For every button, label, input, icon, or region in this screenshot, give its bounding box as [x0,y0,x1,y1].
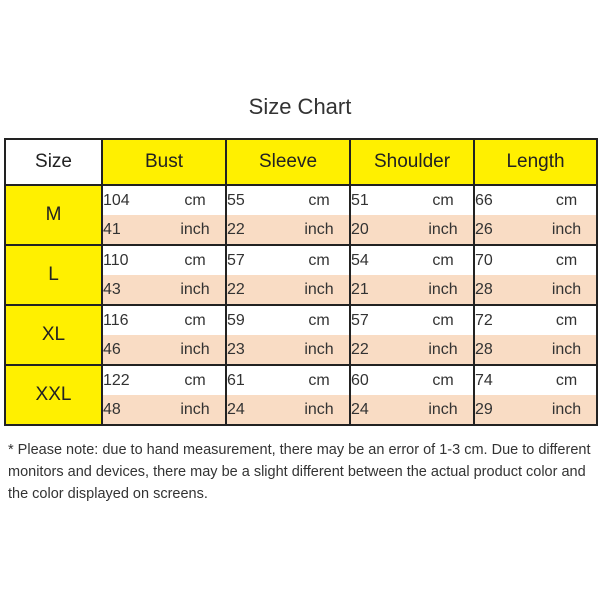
value-inch: 24 [350,395,413,425]
unit-inch-label: inch [289,395,350,425]
size-label: M [5,185,102,245]
value-inch: 21 [350,275,413,305]
unit-inch-label: inch [413,215,474,245]
value-cm: 51 [350,185,413,215]
unit-inch-label: inch [165,215,226,245]
value-cm: 60 [350,365,413,395]
unit-cm-label: cm [413,305,474,335]
unit-inch-label: inch [413,395,474,425]
value-inch: 41 [102,215,165,245]
value-cm: 122 [102,365,165,395]
value-inch: 46 [102,335,165,365]
unit-inch-label: inch [289,215,350,245]
size-label: XL [5,305,102,365]
table-row-cm [5,365,597,395]
value-inch: 22 [350,335,413,365]
value-cm: 66 [474,185,537,215]
table-row-cm [5,245,597,275]
value-inch: 43 [102,275,165,305]
unit-inch-label: inch [537,215,597,245]
table-row-cm [5,185,597,215]
value-cm: 61 [226,365,289,395]
unit-inch-label: inch [165,275,226,305]
unit-inch-label: inch [289,335,350,365]
unit-cm-label: cm [289,185,350,215]
value-cm: 70 [474,245,537,275]
unit-cm-label: cm [537,305,597,335]
unit-cm-label: cm [289,305,350,335]
value-inch: 20 [350,215,413,245]
unit-inch-label: inch [537,275,597,305]
header-sleeve: Sleeve [226,139,350,185]
header-length: Length [474,139,597,185]
unit-inch-label: inch [165,335,226,365]
chart-title: Size Chart [248,94,352,119]
value-inch: 26 [474,215,537,245]
unit-inch-label: inch [537,335,597,365]
header-shoulder: Shoulder [350,139,474,185]
value-inch: 29 [474,395,537,425]
unit-cm-label: cm [413,185,474,215]
unit-cm-label: cm [537,245,597,275]
unit-cm-label: cm [289,365,350,395]
unit-inch-label: inch [165,395,226,425]
value-cm: 72 [474,305,537,335]
size-label: L [5,245,102,305]
size-chart-table [4,138,598,426]
unit-cm-label: cm [413,365,474,395]
value-cm: 116 [102,305,165,335]
unit-cm-label: cm [165,245,226,275]
size-label: XXL [5,365,102,425]
unit-cm-label: cm [165,185,226,215]
measurement-note: * Please note: due to hand measurement, there may be an error of 1-3 cm. Due to different monitors and devices, there may be a slight different between the actual product color and the color displayed on screens. [8,442,591,502]
unit-inch-label: inch [413,335,474,365]
value-cm: 110 [102,245,165,275]
header-row [5,139,597,185]
unit-inch-label: inch [537,395,597,425]
value-cm: 54 [350,245,413,275]
table-row-cm [5,305,597,335]
value-inch: 24 [226,395,289,425]
unit-inch-label: inch [413,275,474,305]
value-cm: 57 [226,245,289,275]
value-inch: 48 [102,395,165,425]
value-inch: 23 [226,335,289,365]
value-cm: 59 [226,305,289,335]
unit-cm-label: cm [413,245,474,275]
unit-cm-label: cm [289,245,350,275]
unit-cm-label: cm [537,365,597,395]
unit-cm-label: cm [537,185,597,215]
value-inch: 28 [474,335,537,365]
value-cm: 57 [350,305,413,335]
value-inch: 22 [226,275,289,305]
value-inch: 28 [474,275,537,305]
unit-cm-label: cm [165,365,226,395]
unit-cm-label: cm [165,305,226,335]
header-size: Size [5,139,102,185]
header-bust: Bust [102,139,226,185]
value-inch: 22 [226,215,289,245]
value-cm: 55 [226,185,289,215]
value-cm: 74 [474,365,537,395]
value-cm: 104 [102,185,165,215]
unit-inch-label: inch [289,275,350,305]
